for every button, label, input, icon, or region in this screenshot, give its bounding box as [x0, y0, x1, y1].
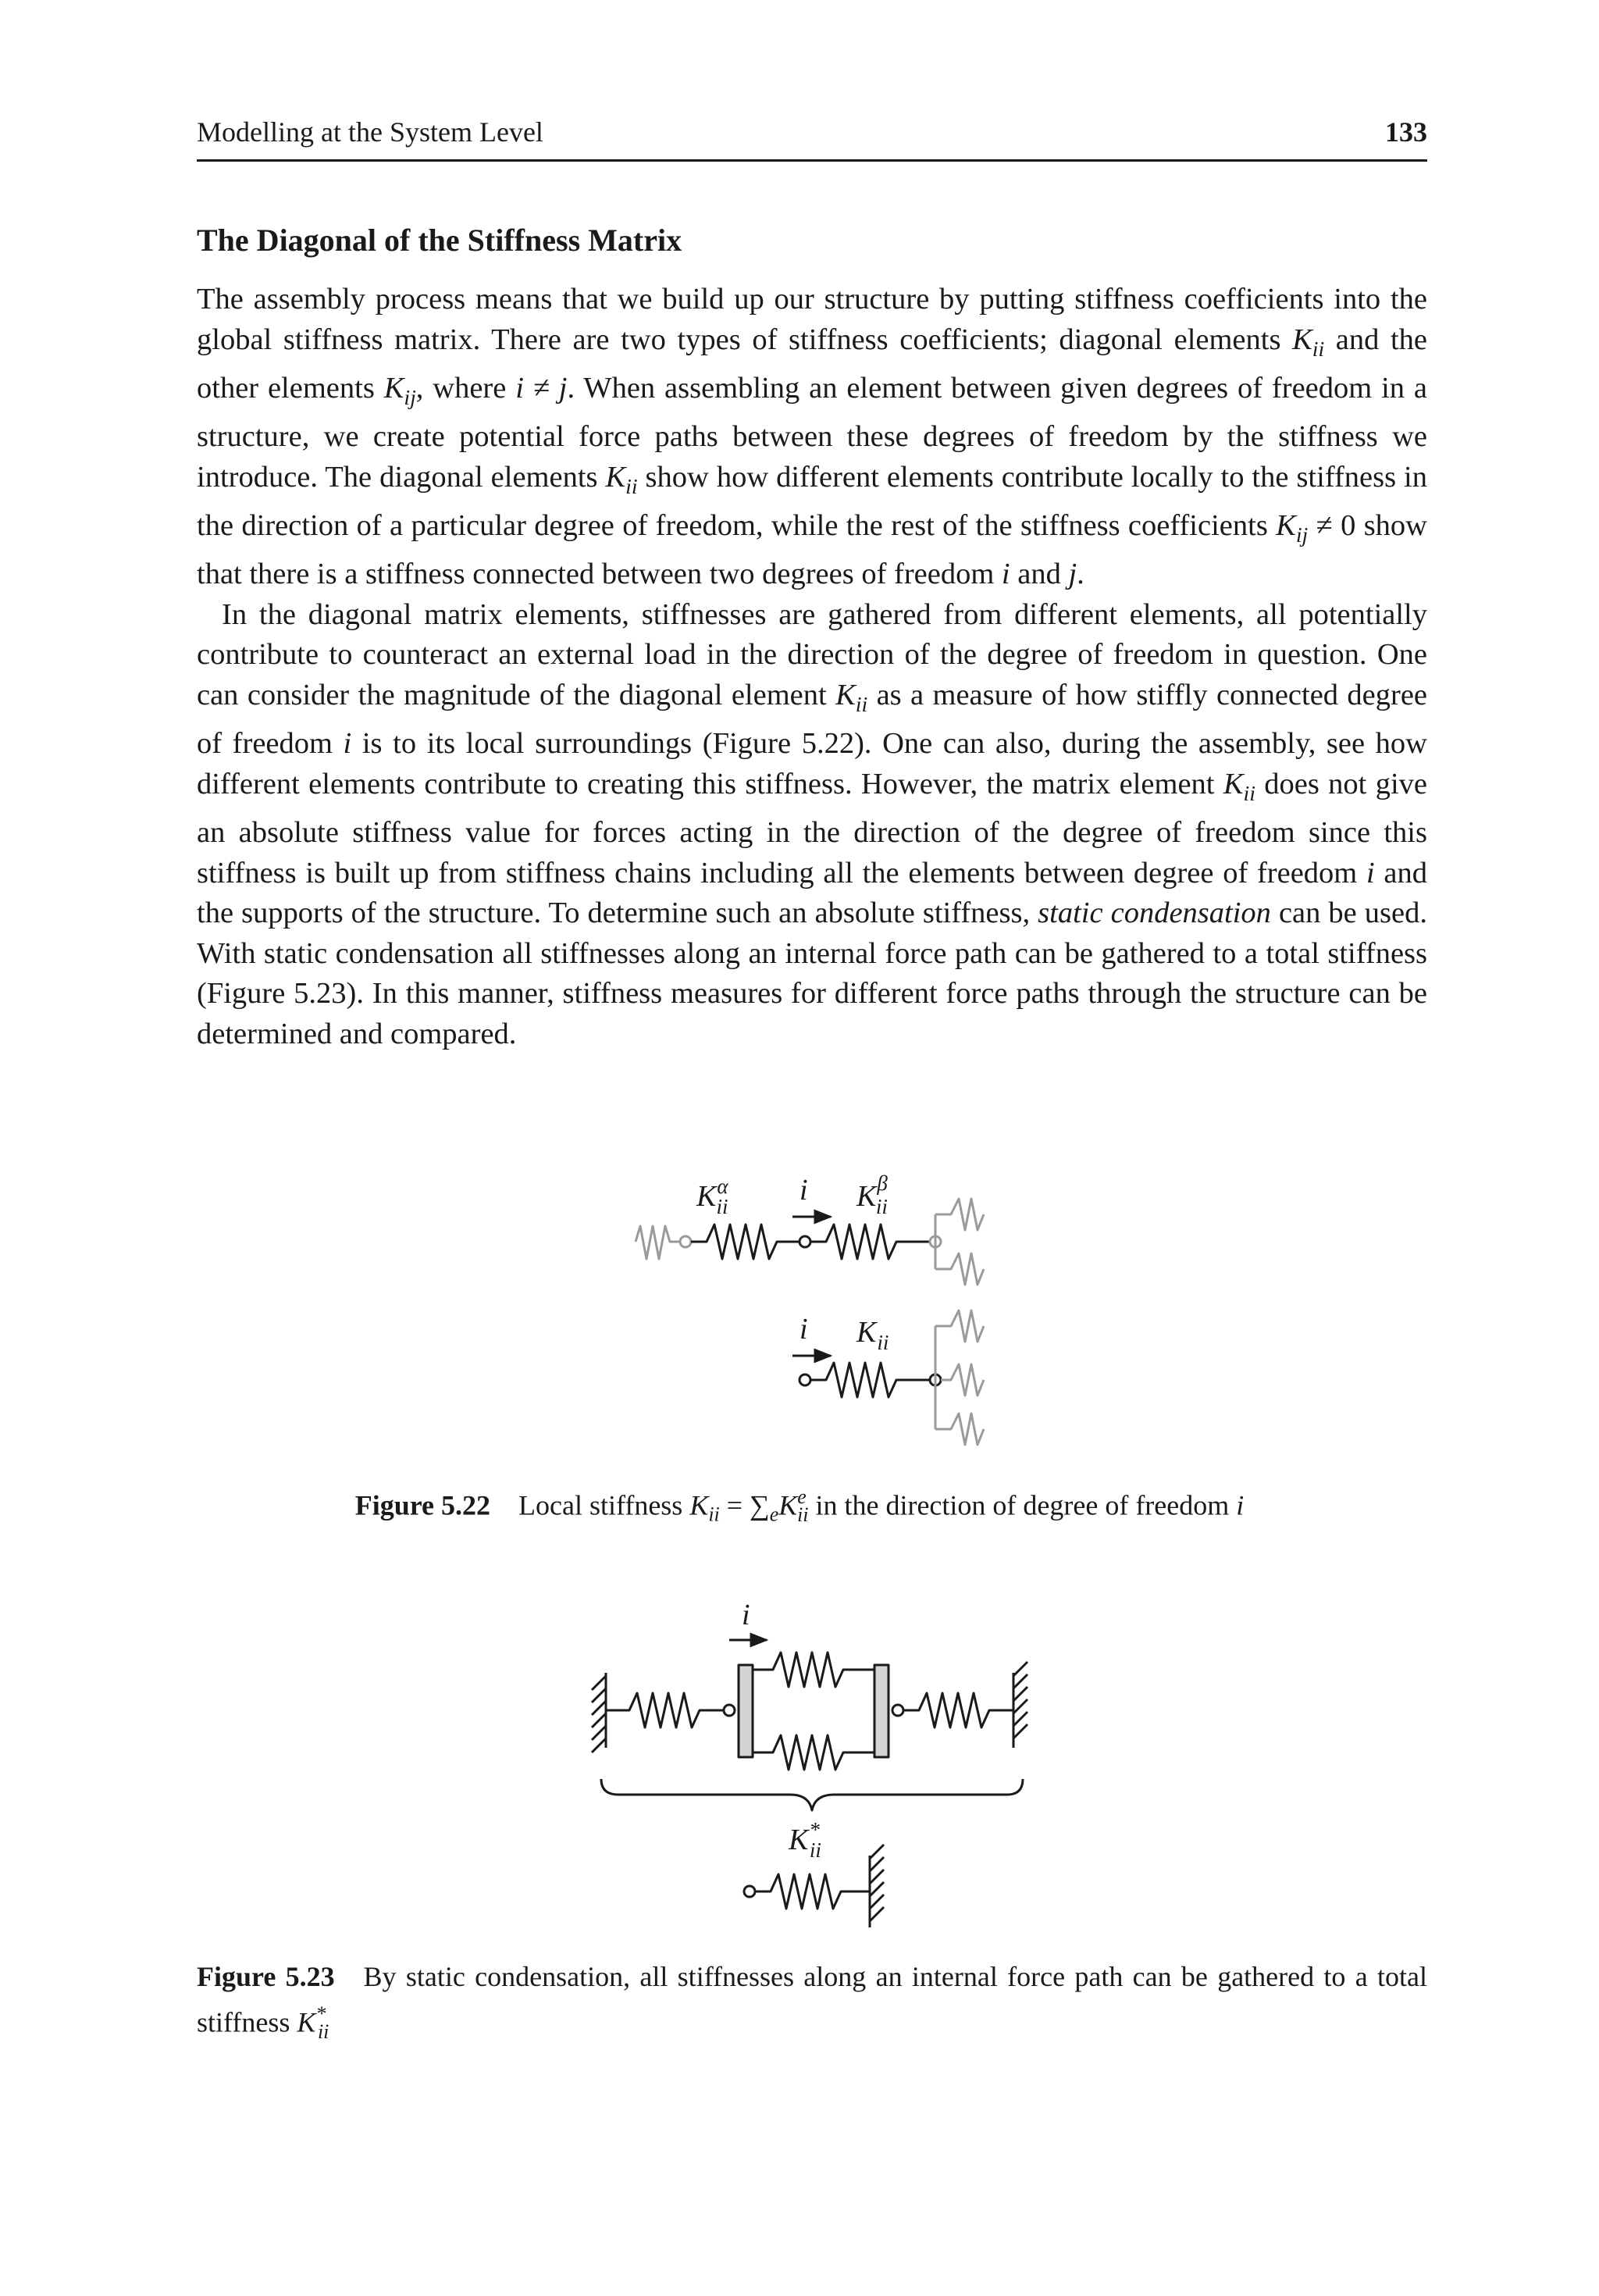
- node-condensed: [744, 1886, 755, 1897]
- figure-5-23-label: Figure 5.23: [197, 1961, 335, 1992]
- node-i: [800, 1236, 810, 1247]
- wall-condensed: [870, 1845, 884, 1927]
- spring-k-alpha: [691, 1225, 799, 1259]
- spring-condensed: [755, 1874, 870, 1909]
- bottom-labels: [800, 1313, 889, 1354]
- label-k-alpha: $K^\alpha$ ii: [696, 1175, 728, 1218]
- paragraph-1: The assembly process means that we build up our structure by putting stiffness coefficients into the global stiffness matrix. There are two types of stiffness coefficients; diagonal elements $K_{ii}$ and the other elements $K_{ij}$, where i ≠ j. When assembling an element between given degrees of freedom in a structure, we create potential force paths between these degrees of freedom by the stiffness we introduce. The diagonal elements $K_{ii}$ show how different elements contribute locally to the stiffness in the direction of a particular degree of freedom, while the rest of the stiffness coefficients $K_{ij} \ne 0$ show that there is a stiffness connected between two degrees of freedom i and j.: [197, 283, 1428, 591]
- figure-5-23-diagram: [0, 1601, 1599, 1929]
- label-i-23: i: [742, 1601, 750, 1631]
- page-number: 133: [1385, 116, 1427, 148]
- wall-right: [1013, 1662, 1027, 1748]
- condensation-system: [592, 1640, 1027, 1927]
- figure-5-22-caption: Figure 5.22 Local stiffness $K_{ii} = \sum_eK^e_{ii}$ in the direction of degree of freedom i: [354, 1485, 1245, 1526]
- top-spring-chain: [636, 1199, 984, 1285]
- spring-left: [606, 1693, 723, 1727]
- node-i-bottom: [800, 1374, 810, 1385]
- figure-5-23-caption: Figure 5.23 By static condensation, all stiffnesses along an internal force path can be gathered to a total stiffness $K^*_{ii}$: [197, 1961, 1427, 2043]
- node-left: [680, 1236, 691, 1247]
- label-k-star: K* ii: [789, 1818, 821, 1862]
- section-title: The Diagonal of the Stiffness Matrix: [197, 223, 682, 258]
- running-header: [197, 116, 1427, 162]
- node-right-slab: [892, 1705, 903, 1716]
- label-i-bottom: i: [800, 1313, 808, 1346]
- spring-k-ii: [810, 1363, 929, 1397]
- faded-spring-left: [636, 1226, 679, 1259]
- spring-right: [903, 1693, 1013, 1727]
- paragraph-2: In the diagonal matrix elements, stiffnesses are gathered from different elements, all potentially contribute to counteract an external load in the direction of the degree of freedom in question. One can consider the magnitude of the diagonal element $K_{ii}$ as a measure of how stiffly connected degree of freedom i is to its local surroundings (Figure 5.22). One can also, during the assembly, see how different elements contribute to creating this stiffness. However, the matrix element $K_{ii}$ does not give an absolute stiffness value for forces acting in the direction of the degree of freedom since this stiffness is built up from stiffness chains including all the elements between degree of freedom i and the supports of the structure. To determine such an absolute stiffness, static condensation can be used. With static condensation all stiffnesses along an internal force path can be gathered to a total stiffness (Figure 5.23). In this manner, stiffness measures for different force paths through the structure can be determined and compared.: [197, 597, 1428, 1050]
- label-k-beta: $K^\beta$ ii: [856, 1171, 888, 1218]
- spring-lower: [753, 1735, 874, 1770]
- spring-k-beta: [810, 1225, 929, 1259]
- top-labels: [696, 1171, 888, 1218]
- brace: [601, 1779, 1023, 1810]
- spring-upper: [753, 1652, 874, 1687]
- wall-left: [592, 1673, 606, 1752]
- figure-5-22-label: Figure 5.22: [354, 1489, 491, 1521]
- figure-5-22-diagram: [0, 1156, 1599, 1453]
- slab-right: [874, 1665, 889, 1757]
- faded-branch: [935, 1199, 984, 1285]
- body-text: [197, 280, 1427, 1054]
- label-i-top: i: [800, 1174, 808, 1207]
- running-title: Modelling at the System Level: [197, 116, 543, 148]
- faded-branch-bottom: [935, 1310, 984, 1445]
- slab-left: [739, 1665, 753, 1757]
- label-k-ii: $K_{ii}$: [856, 1316, 889, 1354]
- node-left-slab: [724, 1705, 735, 1716]
